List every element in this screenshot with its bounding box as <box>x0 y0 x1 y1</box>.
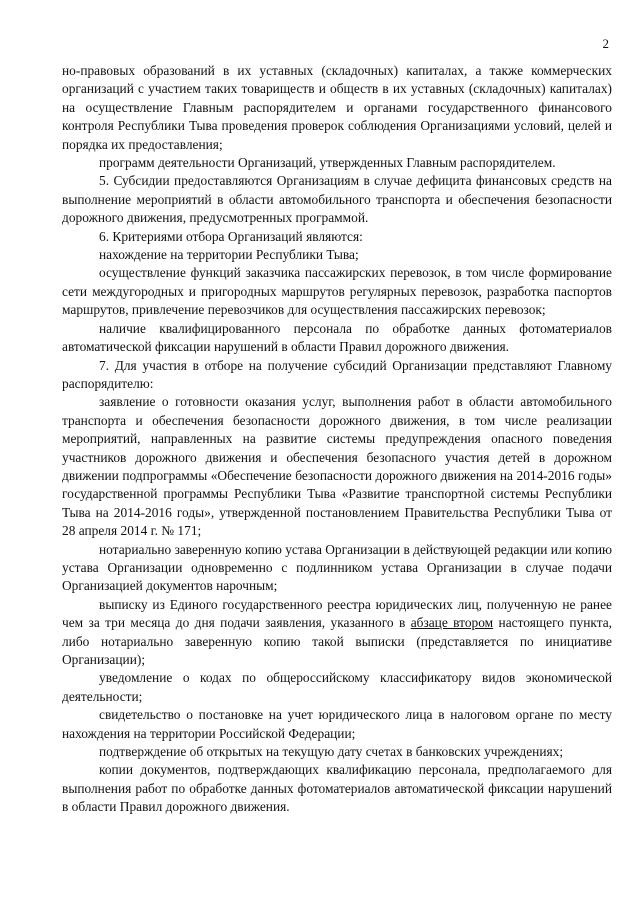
document-body <box>62 62 612 817</box>
registry-text-after: настоящего пункта, либо нотариально заверенную копию такой выписки (представляется по инициативе Организации); <box>62 615 613 667</box>
paragraph-tax-certificate: свидетельство о постановке на учет юридического лица в налоговом органе по месту нахождения на территории Российской Федерации; <box>62 707 612 741</box>
paragraph-criterion-location: нахождение на территории Республики Тыва; <box>99 247 359 263</box>
abzac-vtorom-link[interactable]: абзаце втором <box>410 615 494 631</box>
paragraph-charter-copy: нотариально заверенную копию устава Организации в действующей редакции или копию устава Организации одновременно с подлинником устава Организации в случае подачи Организацией документов нарочным; <box>62 541 612 594</box>
paragraph-application: заявление о готовности оказания услуг, выполнения работ в области автомобильного транспорта и обеспечения безопасности дорожного движения, в том числе реализации мероприятий, направленных на развитие системы предупреждения опасного поведения участников дорожного движения и обеспечения безопасного участия детей в дорожном движении подпрограммы «Обеспечение безопасности дорожного движения на 2014-2016 годы» государственной программы Республики Тыва «Развитие транспортной системы Республики Тыва на 2014-2016 годы», утвержденной постановлением Правительства Республики Тыва от 28 апреля 2014 г. № 171; <box>62 394 612 539</box>
paragraph-programs: программ деятельности Организаций, утвержденных Главным распорядителем. <box>99 155 556 171</box>
paragraph-okved-notice: уведомление о кодах по общероссийскому классификатору видов экономической деятельности; <box>62 670 612 704</box>
paragraph-continuation: но-правовых образований в их уставных (складочных) капиталах, а также коммерческих организаций с участием таких товариществ и обществ в их уставных (складочных) капиталах) на осуществление Главным распорядителем и органами государственного финансового контроля Республики Тыва проведения проверок соблюдения Организациями условий, целей и порядка их предоставления; <box>62 63 612 152</box>
paragraph-clause-6: 6. Критериями отбора Организаций являются: <box>99 228 363 244</box>
paragraph-bank-accounts: подтверждение об открытых на текущую дату счетах в банковских учреждениях; <box>99 744 564 760</box>
paragraph-criterion-functions: осуществление функций заказчика пассажирских перевозок, в том числе формирование сети междугородных и пригородных маршрутов регулярных перевозок, разработка паспортов маршрутов, привлечение перевозчиков для осуществления пассажирских перевозок; <box>62 265 612 318</box>
paragraph-qualification-docs: копии документов, подтверждающих квалификацию персонала, предполагаемого для выполнения работ по обработке данных фотоматериалов автоматической фиксации нарушений в области Правил дорожного движения. <box>62 762 612 815</box>
paragraph-criterion-personnel: наличие квалифицированного персонала по обработке данных фотоматериалов автоматической фиксации нарушений в области Правил дорожного движения. <box>62 320 612 355</box>
paragraph-registry-extract <box>62 596 612 670</box>
paragraph-clause-5: 5. Субсидии предоставляются Организациям в случае дефицита финансовых средств на выполнение мероприятий в области автомобильного транспорта и обеспечения безопасности дорожного движения, предусмотренных программой. <box>62 173 612 226</box>
paragraph-clause-7: 7. Для участия в отборе на получение субсидий Организации представляют Главному распорядителю: <box>62 357 612 391</box>
registry-text-before: выписку из Единого государственного реестра юридических лиц, полученную не ранее чем за три месяца до дня подачи заявления, указанного в <box>62 596 612 631</box>
page-number: 2 <box>602 36 609 51</box>
